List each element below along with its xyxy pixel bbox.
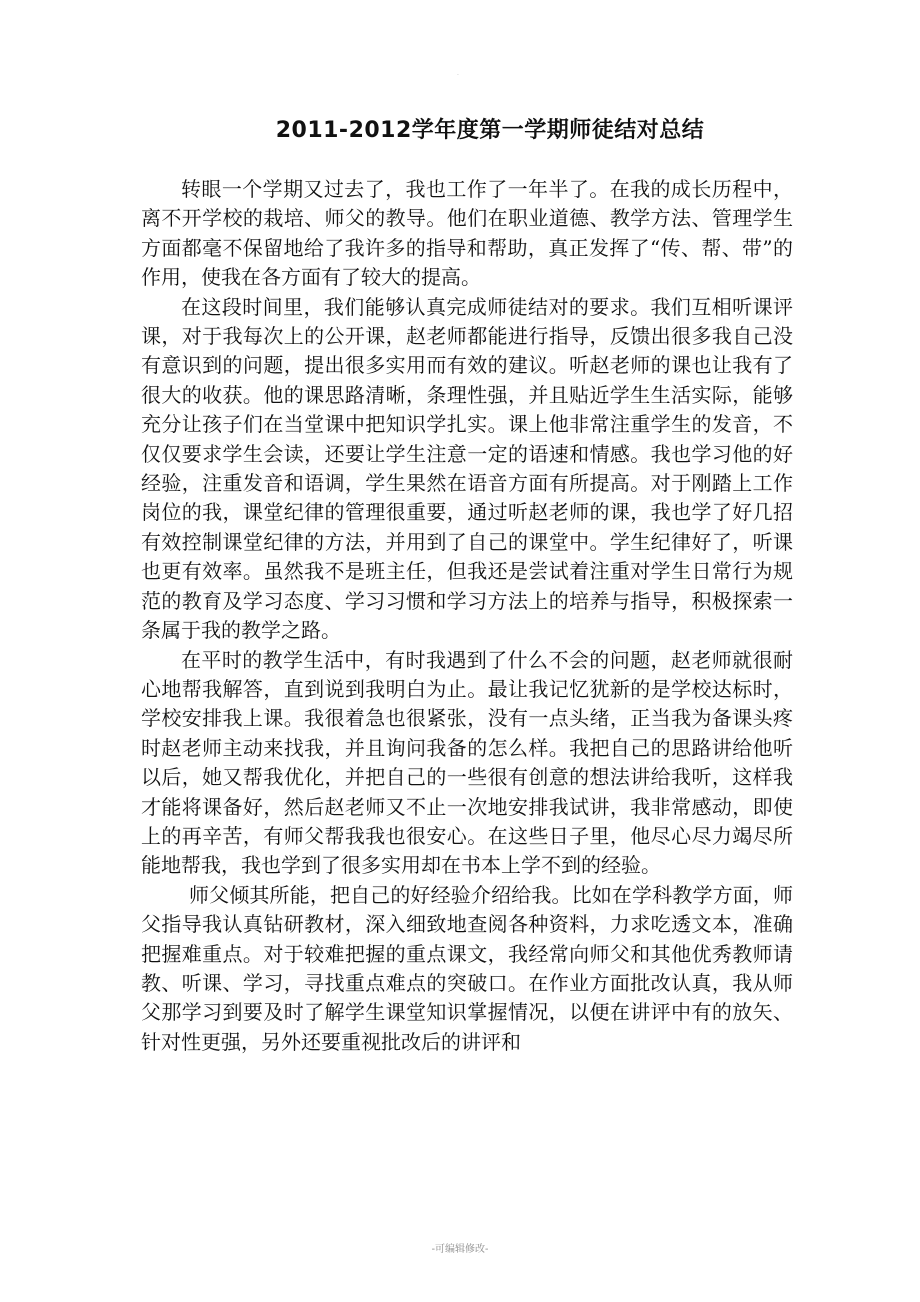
paragraph-3: 在平时的教学生活中，有时我遇到了什么不会的问题，赵老师就很耐心地帮我解答，直到说到我明白为止。最让我记忆犹新的是学校达标时，学校安排我上课。我很着急也很紧张，没有一点头绪，正当我为备课头疼时赵老师主动来找我，并且询问我备的怎么样。我把自己的思路讲给他听以后，她又帮我优化，并把自己的一些很有创意的想法讲给我听，这样我才能将课备好，然后赵老师又不止一次地安排我试讲，我非常感动，即使上的再辛苦，有师父帮我我也很安心。在这些日子里，他尽心尽力竭尽所能地帮我，我也学到了很多实用却在书本上学不到的经验。	[141, 647, 793, 878]
paragraph-1: 转眼一个学期又过去了，我也工作了一年半了。在我的成长历程中，离不开学校的栽培、师父的教导。他们在职业道德、教学方法、管理学生方面都毫不保留地给了我许多的指导和帮助，真正发挥了“传、帮、带”的作用，使我在各方面有了较大的提高。	[141, 177, 793, 290]
paragraph-2: 在这段时间里，我们能够认真完成师徒结对的要求。我们互相听课评课，对于我每次上的公开课，赵老师都能进行指导，反馈出很多我自己没有意识到的问题，提出很多实用而有效的建议。听赵老师的课也让我有了很大的收获。他的课思路清晰，条理性强，并且贴近学生生活实际，能够充分让孩子们在当堂课中把知识学扎实。课上他非常注重学生的发音，不仅仅要求学生会读，还要让学生注意一定的语速和情感。我也学习他的好经验，注重发音和语调，学生果然在语音方面有所提高。对于刚踏上工作岗位的我，课堂纪律的管理很重要，通过听赵老师的课，我也学了好几招有效控制课堂纪律的方法，并用到了自己的课堂中。学生纪律好了，听课也更有效率。虽然我不是班主任，但我还是尝试着注重对学生日常行为规范的教育及学习态度、学习习惯和学习方法上的培养与指导，积极探索一条属于我的教学之路。	[141, 294, 793, 643]
page-title: 2011-2012学年度第一学期师徒结对总结	[275, 118, 705, 143]
document-body	[141, 175, 793, 1057]
page-footer: -可编辑修改-	[431, 1244, 489, 1255]
header-mark: .	[457, 70, 459, 77]
paragraph-4: 师父倾其所能，把自己的好经验介绍给我。比如在学科教学方面，师父指导我认真钻研教材，深入细致地查阅各种资料，力求吃透文本，准确把握难重点。对于较难把握的重点课文，我经常向师父和其他优秀教师请教、听课、学习，寻找重点难点的突破口。在作业方面批改认真，我从师父那学习到要及时了解学生课堂知识掌握情况，以便在讲评中有的放矢、针对性更强，另外还要重视批改后的讲评和	[141, 882, 793, 1054]
